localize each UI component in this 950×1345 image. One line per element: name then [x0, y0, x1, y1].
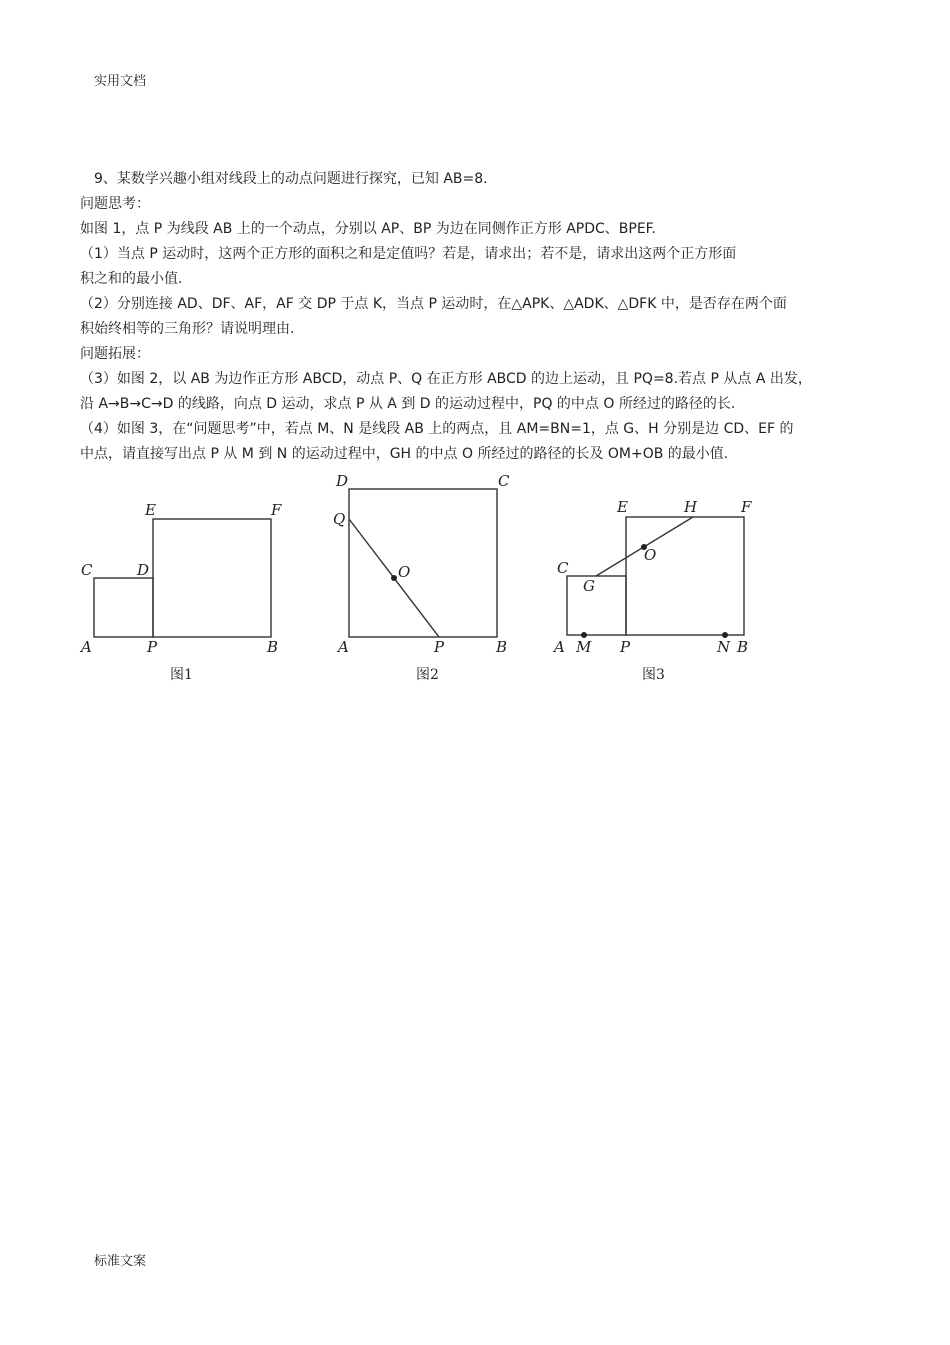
label-q: Q: [333, 510, 346, 528]
label-o: O: [644, 546, 657, 564]
label-b: B: [737, 638, 749, 656]
problem-line-2: 问题思考：: [80, 196, 150, 212]
label-o: O: [398, 563, 411, 581]
label-m: M: [576, 638, 592, 656]
problem-line-3: 如图 1，点 P 为线段 AB 上的一个动点，分别以 AP、BP 为边在同侧作正方形 APDC、BPEF.: [80, 221, 656, 237]
problem-line-11: （4）如图 3，在“问题思考”中，若点 M、N 是线段 AB 上的两点，且 AM=BN=1，点 G、H 分别是边 CD、EF 的: [80, 421, 794, 437]
problem-line-6: （2）分别连接 AD、DF、AF，AF 交 DP 于点 K，当点 P 运动时，在△APK、△ADK、△DFK 中，是否存在两个面: [80, 296, 787, 312]
label-h: H: [684, 498, 698, 516]
label-a: A: [338, 638, 349, 656]
square-apdc: [567, 576, 626, 635]
label-f: F: [271, 501, 282, 519]
label-c: C: [81, 561, 93, 579]
label-e: E: [145, 501, 156, 519]
label-b: B: [267, 638, 279, 656]
label-c: C: [557, 559, 569, 577]
label-p: P: [620, 638, 631, 656]
figure-2: [330, 470, 530, 690]
label-a: A: [81, 638, 92, 656]
label-n: N: [717, 638, 731, 656]
label-p: P: [434, 638, 445, 656]
problem-line-5: 积之和的最小值.: [80, 271, 183, 287]
label-a: A: [554, 638, 565, 656]
square-bpef: [626, 517, 744, 635]
problem-line-12: 中点，请直接写出点 P 从 M 到 N 的运动过程中，GH 的中点 O 所经过的路径的长及 OM+OB 的最小值.: [80, 446, 729, 462]
problem-line-7: 积始终相等的三角形？请说明理由.: [80, 321, 295, 337]
label-e: E: [617, 498, 628, 516]
page-footer: 标准文案: [94, 1254, 147, 1269]
label-d: D: [137, 561, 150, 579]
problem-line-4: （1）当点 P 运动时，这两个正方形的面积之和是定值吗？若是，请求出；若不是，请求出这两个正方形面: [80, 246, 737, 262]
square-apdc: [94, 578, 153, 637]
caption-fig3: 图3: [642, 667, 665, 683]
point-o: [391, 575, 397, 581]
page-header: 实用文档: [94, 74, 147, 89]
figure-3: [545, 470, 775, 690]
caption-fig1: 图1: [170, 667, 193, 683]
label-d: D: [336, 472, 349, 490]
label-f: F: [741, 498, 752, 516]
problem-line-1: 9、某数学兴趣小组对线段上的动点问题进行探究，已知 AB=8.: [94, 171, 488, 187]
problem-line-8: 问题拓展：: [80, 346, 150, 362]
square-bpef: [153, 519, 271, 637]
figure-1: [75, 470, 295, 690]
label-g: G: [583, 577, 595, 595]
problem-line-9: （3）如图 2，以 AB 为边作正方形 ABCD，动点 P、Q 在正方形 ABCD 的边上运动，且 PQ=8.若点 P 从点 A 出发，: [80, 371, 812, 387]
problem-line-10: 沿 A→B→C→D 的线路，向点 D 运动，求点 P 从 A 到 D 的运动过程中，PQ 的中点 O 所经过的路径的长.: [80, 396, 736, 412]
label-p: P: [147, 638, 158, 656]
square-abcd: [349, 489, 497, 637]
label-b: B: [496, 638, 508, 656]
label-c: C: [498, 472, 510, 490]
caption-fig2: 图2: [416, 667, 439, 683]
